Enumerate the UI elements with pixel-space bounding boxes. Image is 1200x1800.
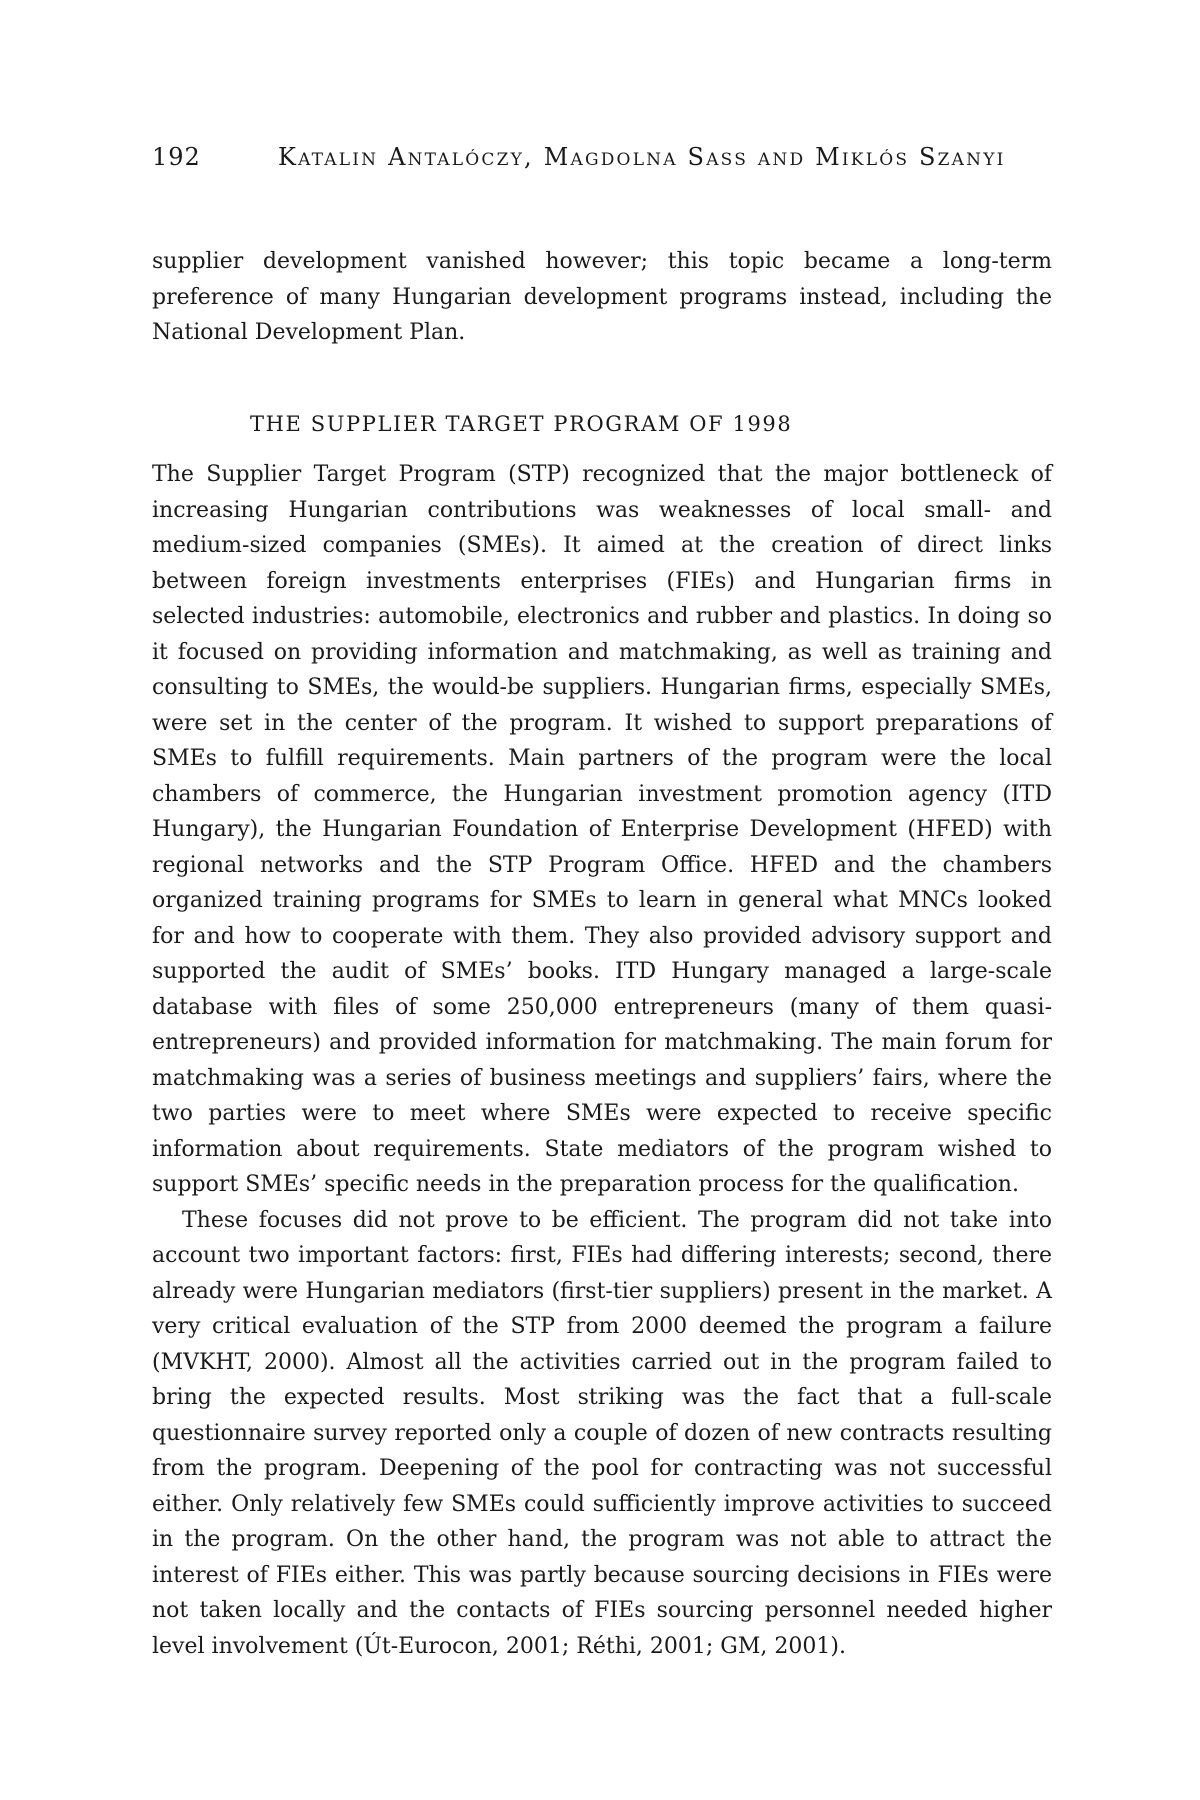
section-heading: THE SUPPLIER TARGET PROGRAM OF 1998 bbox=[250, 412, 793, 436]
body-paragraph-1: The Supplier Target Program (STP) recognized that the major bottleneck of increasing Hungarian contributions was weaknesses of local small- and medium-sized companies (SMEs). It aimed at the creation of direct links between foreign investments enterprises (FIEs) and Hungarian firms in selected industries: automobile, electronics and rubber and plastics. In doing so it focused on providing information and matchmaking, as well as training and consulting to SMEs, the would-be suppliers. Hungarian firms, especially SMEs, were set in the center of the program. It wished to support preparations of SMEs to fulfill requirements. Main partners of the program were the local chambers of commerce, the Hungarian investment promotion agency (ITD Hungary), the Hungarian Foundation of Enterprise Development (HFED) with regional networks and the STP Program Office. HFED and the chambers organized training programs for SMEs to learn in general what MNCs looked for and how to cooperate with them. They also provided advisory support and supported the audit of SMEs’ books. ITD Hungary managed a large-scale database with files of some 250,000 entrepreneurs (many of them quasi-entrepreneurs) and provided information for matchmaking. The main forum for matchmaking was a series of business meetings and suppliers’ fairs, where the two parties were to meet where SMEs were expected to receive specific information about requirements. State mediators of the program wished to support SMEs’ specific needs in the preparation process for the qualification. bbox=[152, 462, 1052, 1197]
intro-paragraph: supplier development vanished however; this topic became a long-term preference of many Hungarian development programs instead, including the National Development Plan. bbox=[152, 249, 1052, 345]
intro-paragraph-block bbox=[152, 244, 1052, 351]
section-body bbox=[152, 457, 1052, 1664]
body-paragraph-2: These focuses did not prove to be efficient. The program did not take into account two important factors: first, FIEs had differing interests; second, there already were Hungarian mediators (first-tier suppliers) present in the market. A very critical evaluation of the STP from 2000 deemed the program a failure (MVKHT, 2000). Almost all the activities carried out in the program failed to bring the expected results. Most striking was the fact that a full-scale questionnaire survey reported only a couple of dozen of new contracts resulting from the program. Deepening of the pool for contracting was not successful either. Only relatively few SMEs could sufficiently improve activities to succeed in the program. On the other hand, the program was not able to attract the interest of FIEs either. This was partly because sourcing decisions in FIEs were not taken locally and the contacts of FIEs sourcing personnel needed higher level involvement (Út-Eurocon, 2001; Réthi, 2001; GM, 2001). bbox=[152, 1207, 1052, 1659]
running-head bbox=[152, 143, 1052, 177]
running-head-authors: Katalin Antalóczy, Magdolna Sass and Miklós Szanyi bbox=[278, 143, 1006, 171]
page-number: 192 bbox=[152, 143, 201, 171]
